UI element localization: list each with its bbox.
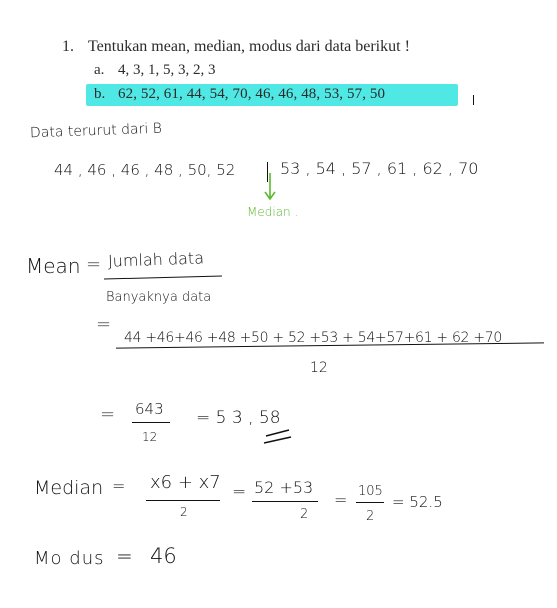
sum-expression: 44 +46+46 +48 +50 + 52 +53 + 54+57+61 + 62 +70 bbox=[124, 330, 502, 346]
median-equals: = bbox=[112, 476, 126, 495]
median-step3-equals: = bbox=[334, 490, 348, 509]
sorted-data-right: 53 , 54 , 57 , 61 , 62 , 70 bbox=[280, 159, 479, 178]
median-step3-fraction-bar bbox=[356, 502, 384, 503]
mean-result: = 5 3 , 58 bbox=[196, 408, 281, 428]
sum-equals: = bbox=[96, 314, 112, 335]
median-step3-denominator: 2 bbox=[366, 509, 375, 524]
median-formula-denominator: 2 bbox=[180, 505, 188, 519]
median-result: = 52.5 bbox=[392, 493, 443, 511]
total-denominator: 12 bbox=[142, 430, 158, 444]
mean-formula-numerator: Jumlah data bbox=[107, 248, 205, 271]
median-formula-numerator: x6 + x7 bbox=[150, 472, 221, 493]
modus-equals: = bbox=[116, 544, 133, 568]
median-step2-equals: = bbox=[232, 482, 247, 502]
sum-count: 12 bbox=[310, 360, 328, 376]
question-number: 1. bbox=[62, 38, 74, 55]
median-fraction-bar bbox=[146, 500, 220, 501]
question-prompt: Tentukan mean, median, modus dari data berikut ! bbox=[88, 38, 410, 55]
part-a-label: a. bbox=[94, 62, 105, 78]
sorted-heading: Data terurut dari B bbox=[29, 120, 163, 142]
median-marker: Median . bbox=[247, 205, 299, 219]
median-step3-numerator: 105 bbox=[358, 484, 383, 499]
total-numerator: 643 bbox=[135, 400, 164, 418]
fraction-bar bbox=[104, 275, 222, 279]
mean-equals: = bbox=[86, 254, 102, 275]
total-fraction-bar bbox=[132, 422, 170, 423]
median-step2-denominator: 2 bbox=[300, 507, 309, 522]
mean-formula-denominator: Banyaknya data bbox=[106, 290, 212, 305]
double-underline-mark bbox=[262, 428, 294, 446]
total-equals: = bbox=[100, 404, 116, 425]
modus-value: 46 bbox=[150, 544, 177, 568]
mean-label: Mean bbox=[26, 254, 81, 278]
median-step2-fraction-bar bbox=[252, 501, 318, 502]
arrow-down-icon bbox=[262, 172, 278, 202]
modus-label: Mo dus bbox=[34, 548, 105, 569]
median-step2-numerator: 52 +53 bbox=[254, 478, 314, 497]
part-b-label: b. bbox=[94, 86, 106, 102]
sorted-data-left: 44 , 46 , 46 , 48 , 50, 52 bbox=[54, 161, 236, 179]
part-b-values: 62, 52, 61, 44, 54, 70, 46, 46, 48, 53, 57, 50 bbox=[118, 86, 386, 102]
cursor-mark bbox=[473, 95, 474, 105]
part-a-values: 4, 3, 1, 5, 3, 2, 3 bbox=[118, 62, 216, 78]
median-label: Median bbox=[34, 477, 104, 499]
